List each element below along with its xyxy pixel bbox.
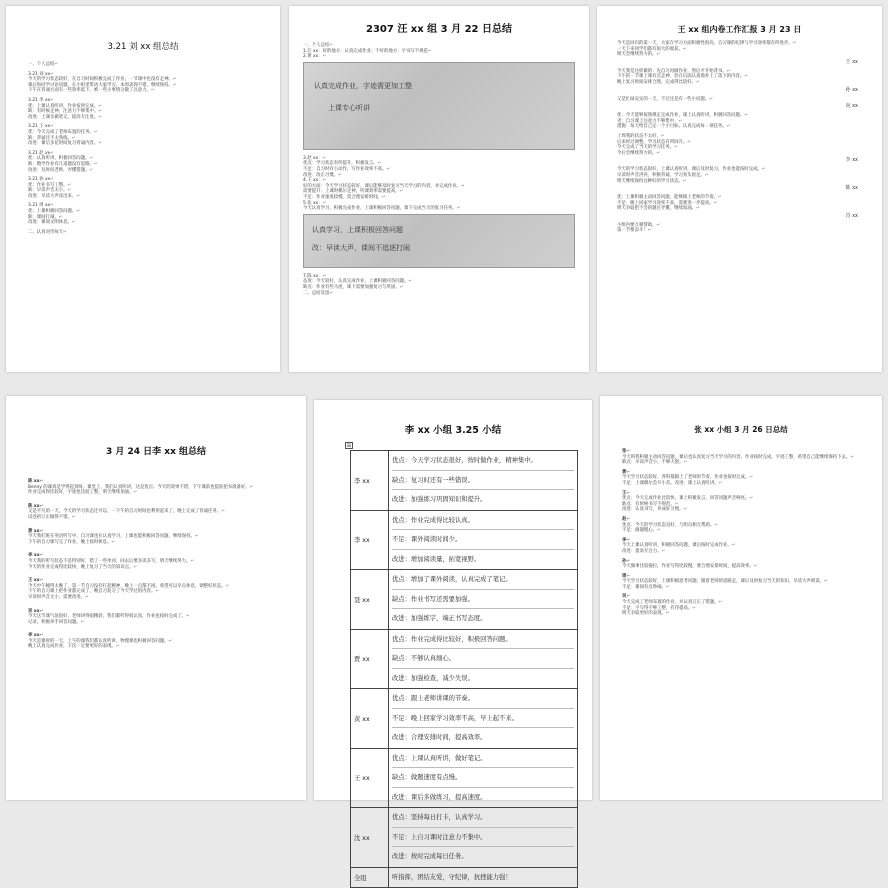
comment-line: 优点：坚持每日打卡，认真学习。 (392, 808, 574, 828)
text-line: 今天的学习状态很好，上课认真听讲，课后及时复习，作业也能按时完成。 ↵ (617, 167, 870, 173)
table-move-handle[interactable]: ⊞ (346, 443, 352, 449)
comment-line: 优点：跟上老师讲课的节奏。 (392, 689, 574, 709)
text-line: 改进：早读大声读出来。 ↵ (28, 194, 266, 200)
text-line: 作业完成得比较好，字迹也比较工整，明天继续加油。 ↵ (28, 490, 292, 496)
text-line: 不足：晚上回家学习效率不高，需要进一步提高。 ↵ (617, 201, 870, 207)
comment-line: 改进：增加阅读量，拓宽视野。 (392, 555, 481, 563)
member-name-cell: 沈 xx (351, 808, 389, 868)
page-body (597, 35, 882, 238)
text-line: 优：认真听讲，积极回答问题。 ↵ (28, 156, 266, 162)
member-name-cell: 聂 xx (351, 570, 389, 630)
member-name-cell: 贾 xx (351, 629, 389, 689)
text-line: 劣：自习课上注意力不够集中。 ↵ (617, 119, 870, 125)
comment-line: 优点：增加了课外阅读，认真完成了笔记。 (392, 570, 574, 590)
handwriting-line: 认真学习，上课积极回答问题 (312, 225, 403, 234)
comment-line: 改进：课后多做练习，提高速度。 (392, 793, 487, 801)
comment-cell (389, 748, 578, 808)
document-page-3 (597, 6, 882, 372)
text-line: 改进：提高专注力。 ↵ (622, 549, 870, 555)
text-line: 又是忙碌充实的一天，不过还是有一些小问题。 ↵ (617, 97, 870, 103)
signature-name: 王 xx (845, 58, 858, 65)
text-line: 改进：课后多花时间复习背诵内容。 ↵ (28, 141, 266, 147)
text-line: 缺：数学作业有几道题没有思路。 ↵ (28, 162, 266, 168)
table-row (351, 748, 578, 808)
comment-line: 不足：晚上回家学习效率不高，早上起不来。 (392, 709, 574, 729)
page-title: 3 月 24 日李 xx 组总结 (105, 447, 207, 457)
text-line: 优：上课积极主动回答问题，能够跟上老师的节奏。 ↵ (617, 195, 870, 201)
text-line: 措施：每天给自己定一个小目标，认真完成每一项任务。 ↵ (617, 124, 870, 130)
page-body (289, 150, 589, 212)
text-line: 下午在背诵方面有一些效率低下，被一些小事情分散了注意力。 ↵ (28, 88, 266, 94)
comment-line: 不足：课外阅读时间少。 (392, 530, 574, 550)
comment-cell (389, 451, 578, 511)
handwriting-line: 认真完成作业，字迹需更加工整 (314, 81, 412, 90)
text-line: 3.21 王 xx ↵ (28, 124, 266, 130)
text-line: 今天我们班在英语听写中，自习课也在认真学习，上课也能积极回答问题，继续保持。 ↵ (28, 534, 292, 540)
text-line: 今天完成了老师布置的作业，并认真订正了错题。 ↵ (622, 600, 870, 606)
page-body (6, 457, 306, 658)
text-line: 优：今天完成了老师布置的任务。 ↵ (28, 130, 266, 136)
text-line: 态度：今天较好，认真完成作业，上课积极回答问题。 ↵ (303, 279, 575, 285)
text-line: 早读时声音太小，需要改进。 ↵ (28, 595, 292, 601)
text-line: 缺点：有时候书写不规范。 ↵ (622, 502, 870, 508)
text-line: 今天中午睡得太晚了，第一节自习没有打起精神，晚上一点都不困。希望可以早点休息，调整好状态。 ↵ (28, 584, 292, 590)
text-line: 7.陈 xx： ↵ (303, 274, 575, 280)
handwritten-photo (303, 214, 575, 268)
comment-line: 优点：今天学习状态很好，按时做作业，精神集中。 (392, 451, 574, 471)
document-page-2 (289, 6, 589, 372)
member-name-cell: 全组 (351, 867, 389, 888)
handwritten-photo (303, 62, 575, 150)
text-line: 需要提升：上课时偶尔走神，听课效率需要提高。 ↵ (303, 189, 575, 195)
text-line: 二、总结反思 ↵ (303, 291, 575, 297)
text-line: 今天学习状态较好，各科都跟上了老师的节奏，作业也按时完成。 ↵ (622, 475, 870, 481)
text-line: 1.汪 xx：好的地方：认真完成作业；不好的地方：字书写不规范 ↵ (303, 49, 575, 55)
text-line: 今天我是这样做的：先自习再做作业，然后才开始背书。 ↵ (617, 69, 870, 75)
text-line: 不足：做题粗心。 ↵ (622, 528, 870, 534)
text-line: Benny 的课真是学得起劲呀。课堂上，我们认真听讲，这是优点；今天的效果不错，下午课前也提前把书准备好。 ↵ (28, 485, 292, 491)
text-line: 3.21 孙 xx ↵ (28, 177, 266, 183)
summary-table (350, 450, 578, 888)
comment-line: 不足：上自习课时注意力不集中。 (392, 828, 574, 848)
member-name: 陈 xx ↵ (28, 504, 292, 510)
member-name: 李 xx ↵ (28, 633, 292, 639)
text-line: 今天这节课气氛很好，老师讲得很精彩，我们都听得很认真，作业也按时完成了。 ↵ (28, 614, 292, 620)
text-line: 优点：今天完成作业比较快，课上积极发言，回答问题声音响亮。 ↵ (622, 496, 870, 502)
text-line: 改进：上课多做笔记，提高专注度。 ↵ (28, 115, 266, 121)
comment-line: 改进：加强练习巩固知识和提升。 (392, 496, 487, 503)
text-line: 不足：自习时有小动作，写作业效率不高。 ↵ (303, 167, 575, 173)
text-line: 缺：背诵还不太熟练。 ↵ (28, 136, 266, 142)
text-line: 改进：改正习惯。 ↵ (303, 173, 575, 179)
text-line: 不足：课间有点吵闹。 ↵ (622, 585, 870, 591)
member-name: 黄 ↵ (622, 470, 870, 476)
text-line: 4.王 xx： ↵ (303, 178, 575, 184)
comment-line: 优点：作业完成得比较认真。 (392, 511, 574, 531)
signature-name: 李 xx (845, 157, 858, 164)
member-name: 吴 ↵ (622, 594, 870, 600)
page-title: 张 xx 小组 3 月 26 日总结 (694, 425, 788, 434)
text-line: 优：今天能够按照规定完成作业，课上认真听讲，积极回答问题。 ↵ (617, 113, 870, 119)
text-line: 晚上复习时间安排合理，完成得比较好。 ↵ (617, 80, 870, 86)
document-page-4 (6, 396, 306, 800)
member-name-cell: 李 xx (351, 510, 389, 570)
text-line: 早读时声音洪亮，积极背诵，学习劲头很足。 ↵ (617, 173, 870, 179)
table-row (351, 867, 578, 888)
text-line: 记录，积极举手回答问题。 ↵ (28, 620, 292, 626)
text-line: 一天下来同学们都有很大的收获。 ↵ (617, 47, 870, 53)
text-line: 试卷的订正做得不错。 ↵ (28, 515, 292, 521)
comment-cell (389, 808, 578, 868)
text-line: 今天的学习状态较好，在自习时间积极完成了作业，一节课中也没有走神。 ↵ (28, 77, 266, 83)
text-line: 今天是课时的一天，上午的课我们都认真听讲，物理课也积极回答问题。 ↵ (28, 639, 292, 645)
text-line: 不足：字写得不够工整，有待提高。 ↵ (622, 606, 870, 612)
text-line: 又是平凡的一天，今天的学习状态还可以，一下午的自习时间也利用起来了，晚上完成了背诵任务。 ↵ (28, 509, 292, 515)
text-line: 3.21 周 xx ↵ (28, 203, 266, 209)
text-line: 课后和同学讨论问题，在小组里带动大家学习，本周表现不错，继续保持。 ↵ (28, 83, 266, 89)
text-line: 明天继续保持这种好的学习状态。 ↵ (617, 179, 870, 185)
comment-cell (389, 629, 578, 689)
member-name: 吴 xx ↵ (28, 609, 292, 615)
comment-cell (389, 510, 578, 570)
comment-cell (389, 689, 578, 749)
comment-line: 听指挥，团结友爱，守纪律，抗挫能力强！ (392, 873, 512, 881)
page-title: 3.21 刘 xx 组总结 (107, 42, 179, 52)
page-body (600, 435, 882, 621)
text-line: 改进：课间文明休息。 ↵ (28, 220, 266, 226)
text-line: 优点：今天的学习状态良好，与组员相互帮助。 ↵ (622, 523, 870, 529)
text-line: 今后会继续努力的。 ↵ (617, 151, 870, 157)
comment-line: 优点：作业完成得比较好，积极回答问题。 (392, 630, 574, 650)
comment-cell (389, 867, 578, 888)
member-name: 李 ↵ (622, 538, 870, 544)
member-name: 王 ↵ (622, 491, 870, 497)
comment-line: 缺点：复习时还有一些错误。 (392, 471, 574, 491)
text-line: 2.黄 xx： ↵ (303, 54, 575, 60)
comment-line: 改进：加强练字，端正书写态度。 (392, 615, 487, 622)
table-row (351, 629, 578, 689)
text-line: 优点：学习状态有所提升，积极发言。 ↵ (303, 161, 575, 167)
text-line: 今天完成了当天的学习任务， ↵ (617, 145, 870, 151)
member-name-cell: 李 xx (351, 451, 389, 511)
member-name-cell: 黄 xx (351, 689, 389, 749)
text-line: 不足：作业速度较慢，需合理安排时间。 ↵ (303, 195, 575, 201)
text-line: 缺：早读声音太小。 ↵ (28, 188, 266, 194)
text-line: 今天学习状态较好，上课积极思考问题，跟着老师的思路走，课后及时复习当天的知识，早读大声朗读。 ↵ (622, 579, 870, 585)
signature-name: 向 xx (845, 103, 858, 110)
page-body (289, 268, 589, 296)
text-line: 二、认真对待每天 ↵ (28, 230, 266, 236)
text-line: 缺点：早读声音小，不够大胆。 ↵ (622, 460, 870, 466)
text-line: 不足：上课偶尔会开小差。改进：课上认真听讲。 ↵ (622, 481, 870, 487)
text-line: 优：上课积极回答问题。 ↵ (28, 209, 266, 215)
text-line: 明天争取更好的表现。 ↵ (622, 611, 870, 617)
text-line: 小组内要互相帮助， ↵ (617, 223, 870, 229)
text-line: 缺点：作业有些马虎，课下需要加强复习与巩固。 ↵ (303, 285, 575, 291)
comment-line: 缺点：做题速度有点慢。 (392, 768, 574, 788)
text-line: 3.21 李 xx ↵ (28, 98, 266, 104)
text-line: 今天的作业完成得比较快，晚上复习了当天的知识点。 ↵ (28, 565, 292, 571)
member-name: 陈 xx ↵ (28, 479, 292, 485)
member-name: 赵 ↵ (622, 517, 870, 523)
paragraph-gap (28, 654, 292, 658)
member-name: 黄 xx ↵ (28, 529, 292, 535)
text-line: 今天上课认真听讲，积极回答问题，课后按时完成作业。 ↵ (622, 543, 870, 549)
text-line: 改进：认真书写，养成好习惯。 ↵ (622, 507, 870, 513)
text-line: 今天的我积极主动回答问题，课后也认真复习当天学习的内容，作业按时完成，字迹工整，希望自己能继续保持下去。 ↵ (622, 455, 870, 461)
paragraph-gap (622, 617, 870, 621)
text-line: 明天会继续努力的。 ↵ (617, 52, 870, 58)
comment-line: 改进：按时完成每日任务。 (392, 853, 468, 860)
member-name: 孙 ↵ (622, 559, 870, 565)
table-row (351, 510, 578, 570)
comment-line: 缺点：作业书写还需要加强。 (392, 590, 574, 610)
member-name: 周 ↵ (622, 574, 870, 580)
text-line: 优：上课认真听讲，作业按时完成。 ↵ (28, 104, 266, 110)
comment-line: 优点：上课认真听讲，做好笔记。 (392, 749, 574, 769)
comment-line: 改进：合理安排时间，提高效率。 (392, 734, 487, 741)
page-title: 李 xx 小组 3.25 小结 (404, 425, 502, 436)
text-line: 下午的一节课上课有点走神，但在后面认真地补上了落下的内容。 ↵ (617, 74, 870, 80)
text-line: 缺：有时候走神，注意力不够集中。 ↵ (28, 109, 266, 115)
table-row (351, 689, 578, 749)
text-line: 缺：课间打闹。 ↵ (28, 215, 266, 221)
member-name-cell: 王 xx (351, 748, 389, 808)
comment-line: 改进：加强检查，减少失误。 (392, 674, 474, 682)
text-line: 改进：及时问老师，弄懂错题。 ↵ (28, 168, 266, 174)
member-name: 张 ↵ (622, 449, 870, 455)
text-line: 今天我的听写状态不是特别好，错了一些单词，回去后要多读多写，明天继续努力。 ↵ (28, 559, 292, 565)
page-title: 2307 汪 xx 组 3 月 22 日总结 (366, 24, 512, 35)
member-name: 李 xx ↵ (28, 553, 292, 559)
member-name: 王 xx ↵ (28, 578, 292, 584)
text-line: 3.赵 xx： ↵ (303, 156, 575, 162)
text-line: 明天争取把不会的题目弄懂，继续加油。 ↵ (617, 206, 870, 212)
text-line: 一、个人总结 ↵ (28, 62, 266, 68)
text-line: 好的方面：今天学习状态较好，课后能够及时复习当天学习的内容，并完成作业。 ↵ (303, 184, 575, 190)
text-line: 晚上认真完成作业，下次一定要更好的表现。 ↵ (28, 644, 292, 650)
text-line: 今天认真学习，积极完成作业，上课积极回答问题，课下完成当天的复习任务。 ↵ (303, 206, 575, 212)
table-row (351, 451, 578, 511)
text-line: 上周我的状态不太好， ↵ (617, 134, 870, 140)
text-line: 下午的自习课上把作业都完成了，晚自习复习了今天学过的内容。 ↵ (28, 589, 292, 595)
page-body (289, 35, 589, 60)
text-line: 第一节要奋斗！ ↵ (617, 228, 870, 234)
handwriting-line: 上课专心听讲 (328, 103, 370, 112)
text-line: 5.张 xx： ↵ (303, 201, 575, 207)
handwriting-line: 改：早读大声，课间不追逐打闹 (312, 243, 410, 252)
text-line: 一、个人总结 ↵ (303, 43, 575, 49)
text-line: 后来经过调整，学习状态有所回升。 ↵ (617, 140, 870, 146)
text-line: 3.21 赵 xx ↵ (28, 151, 266, 157)
comment-line: 缺点：不够认真细心。 (392, 649, 574, 669)
document-page-5 (314, 400, 592, 882)
signature-name: 陈 xx (845, 185, 858, 192)
comment-cell (389, 570, 578, 630)
signature-name: 肖 xx (845, 212, 858, 219)
text-line: 下午的自习课写完了作业，晚上按时休息。 ↵ (28, 540, 292, 546)
signature-name: 孙 xx (845, 86, 858, 93)
text-line: 优：作业书写工整。 ↵ (28, 183, 266, 189)
document-page-6 (600, 396, 882, 800)
paragraph-gap (617, 234, 870, 238)
page-body (6, 52, 280, 235)
text-line: 今天是回归的第一天，大家在学习方面积极性很高，自习课的纪律与学习效率都有所进步。 ↵ (617, 41, 870, 47)
table-row (351, 808, 578, 868)
document-page-1 (6, 6, 280, 372)
text-line: 今天做事比较拖拉，作业写得比较慢，要合理安排时间，提高效率。 ↵ (622, 564, 870, 570)
table-row (351, 570, 578, 630)
page-title: 王 xx 组内卷工作汇报 3 月 23 日 (677, 25, 802, 34)
text-line: 3.21 刘 xx ↵ (28, 72, 266, 78)
